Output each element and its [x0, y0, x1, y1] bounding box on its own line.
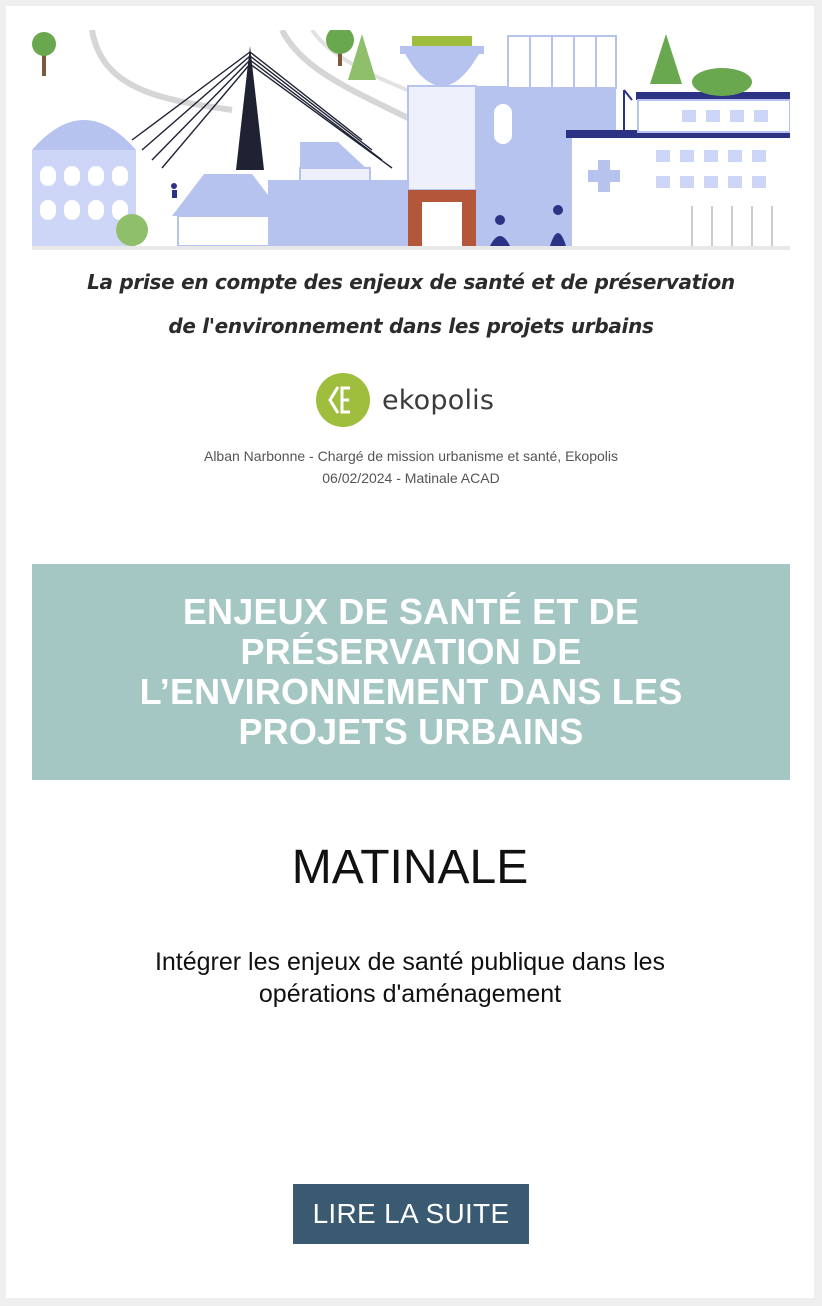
article-description: Intégrer les enjeux de santé publique dans les opérations d'aménagement: [154, 948, 666, 1008]
hero-image[interactable]: [32, 30, 790, 508]
hero-credit-author: Alban Narbonne - Chargé de mission urbanisme et santé, Ekopolis: [203, 448, 618, 464]
logo-wordmark: ekopolis: [382, 384, 495, 416]
hero-title-line2: de l'environnement dans les projets urbains: [168, 314, 654, 338]
article-card: [6, 6, 814, 1298]
ekopolis-logo-icon: [316, 373, 370, 427]
event-type-label: MATINALE: [291, 841, 529, 894]
read-more-button[interactable]: LIRE LA SUITE: [293, 1184, 529, 1244]
title-banner: [32, 564, 790, 780]
article-title[interactable]: ENJEUX DE SANTÉ ET DE PRÉSERVATION DE L’ENVIRONNEMENT DANS LES PROJETS URBAINS: [139, 591, 683, 752]
hero-credit-date: 06/02/2024 - Matinale ACAD: [322, 470, 500, 486]
city-illustration: [32, 30, 790, 250]
hero-title-line1: La prise en compte des enjeux de santé et de préservation: [87, 270, 735, 294]
ekopolis-logo: [316, 372, 494, 428]
